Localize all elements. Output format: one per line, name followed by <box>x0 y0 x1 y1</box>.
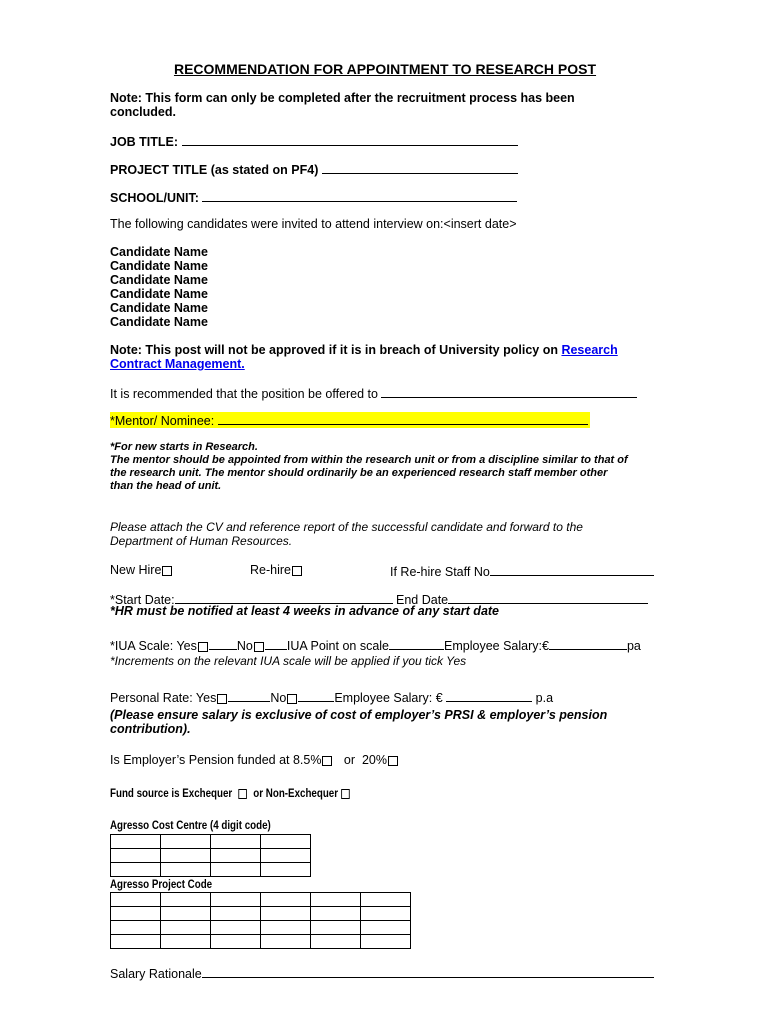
end-date-label: End Date <box>396 593 449 607</box>
staff-no-input-line[interactable] <box>490 563 654 576</box>
salary-note-line1: (Please ensure salary is exclusive of cost of employer’s PRSI & employer’s pension <box>110 708 608 722</box>
salary-rationale-label: Salary Rationale <box>110 967 202 981</box>
staff-no-field[interactable] <box>390 563 654 579</box>
school-unit-field[interactable] <box>110 189 517 205</box>
research-contract-link[interactable]: Research <box>561 343 618 357</box>
project-code-cell[interactable] <box>261 921 311 935</box>
personal-rate-no-checkbox[interactable] <box>287 694 297 704</box>
new-hire-option[interactable] <box>110 563 173 577</box>
policy-note-line2 <box>110 357 245 371</box>
agresso-project-code-label: Agresso Project Code <box>110 879 213 891</box>
completion-note-line2: concluded. <box>110 105 176 119</box>
cost-centre-cell[interactable] <box>161 849 211 863</box>
mentor-input-line[interactable] <box>218 412 588 425</box>
iua-pa-label: pa <box>626 639 641 653</box>
re-hire-label: Re-hire <box>250 563 291 577</box>
project-code-cell[interactable] <box>361 935 411 949</box>
candidate-name[interactable]: Candidate Name <box>110 315 208 329</box>
mentor-note-line1: *For new starts in Research. <box>110 441 258 453</box>
candidate-name[interactable]: Candidate Name <box>110 273 208 287</box>
staff-no-label: If Re-hire Staff No <box>390 565 490 579</box>
personal-rate-row[interactable] <box>110 689 553 705</box>
cost-centre-cell[interactable] <box>211 863 261 877</box>
iua-scale-row[interactable] <box>110 637 641 653</box>
mentor-field[interactable] <box>110 412 590 428</box>
cost-centre-cell[interactable] <box>161 863 211 877</box>
pension-20-checkbox[interactable] <box>388 756 398 766</box>
personal-rate-no-label: No <box>270 691 287 705</box>
school-unit-input-line[interactable] <box>202 189 517 202</box>
recommended-label: It is recommended that the position be offered to <box>110 387 378 401</box>
iua-point-label: IUA Point on scale <box>286 639 390 653</box>
end-date-input-line[interactable] <box>448 591 648 604</box>
project-code-cell[interactable] <box>211 907 261 921</box>
research-contract-link-continued[interactable]: Contract Management. <box>110 357 245 371</box>
cost-centre-cell[interactable] <box>111 835 161 849</box>
project-code-cell[interactable] <box>111 907 161 921</box>
job-title-field[interactable] <box>110 133 518 149</box>
cost-centre-cell[interactable] <box>261 863 311 877</box>
recommended-input-line[interactable] <box>381 385 637 398</box>
project-code-cell[interactable] <box>261 935 311 949</box>
iua-increment-note: *Increments on the relevant IUA scale will be applied if you tick Yes <box>110 654 467 668</box>
cost-centre-cell[interactable] <box>211 835 261 849</box>
cost-centre-cell[interactable] <box>261 849 311 863</box>
pension-label: Is Employer’s Pension funded at 8.5% <box>110 753 322 767</box>
candidate-name[interactable]: Candidate Name <box>110 301 208 315</box>
mentor-note-line2: The mentor should be appointed from within the research unit or from a discipline similar to that of <box>110 454 628 466</box>
attach-instructions-line1: Please attach the CV and reference report of the successful candidate and forward to the <box>110 520 583 534</box>
project-code-cell[interactable] <box>361 893 411 907</box>
pension-or-label: or <box>343 753 356 767</box>
re-hire-checkbox[interactable] <box>292 566 302 576</box>
re-hire-option[interactable] <box>250 563 303 577</box>
candidate-name[interactable]: Candidate Name <box>110 245 208 259</box>
personal-pa-label: p.a <box>535 691 554 705</box>
iua-no-line[interactable] <box>265 637 287 650</box>
pension-85-checkbox[interactable] <box>322 756 332 766</box>
project-code-cell[interactable] <box>161 935 211 949</box>
personal-salary-label: Employee Salary: € <box>334 691 443 705</box>
project-code-cell[interactable] <box>211 935 261 949</box>
salary-rationale-field[interactable] <box>110 965 654 981</box>
project-code-cell[interactable] <box>161 907 211 921</box>
project-code-cell[interactable] <box>261 907 311 921</box>
cost-centre-cell[interactable] <box>111 863 161 877</box>
personal-rate-yes-line[interactable] <box>228 689 270 702</box>
new-hire-label: New Hire <box>110 563 162 577</box>
page-title: RECOMMENDATION FOR APPOINTMENT TO RESEARCH POST <box>173 61 597 77</box>
project-code-cell[interactable] <box>261 893 311 907</box>
personal-rate-no-line[interactable] <box>298 689 334 702</box>
project-code-cell[interactable] <box>211 893 261 907</box>
candidate-name[interactable]: Candidate Name <box>110 259 208 273</box>
exchequer-checkbox[interactable] <box>239 789 248 799</box>
iua-yes-checkbox[interactable] <box>198 642 208 652</box>
mentor-label: *Mentor/ Nominee: <box>110 414 215 428</box>
project-title-input-line[interactable] <box>322 161 518 174</box>
iua-salary-label: Employee Salary:€ <box>444 639 549 653</box>
policy-note-text: Note: This post will not be approved if it is in breach of University policy on <box>110 343 558 357</box>
iua-scale-label: *IUA Scale: Yes <box>110 639 197 653</box>
mentor-note-line3: the research unit. The mentor should ordinarily be an experienced research staff member other <box>110 467 608 479</box>
fund-source-label: Fund source is Exchequer <box>110 788 233 800</box>
iua-no-checkbox[interactable] <box>254 642 264 652</box>
cost-centre-cell[interactable] <box>161 835 211 849</box>
job-title-input-line[interactable] <box>182 133 518 146</box>
personal-rate-yes-checkbox[interactable] <box>217 694 227 704</box>
salary-rationale-input-line[interactable] <box>202 965 654 978</box>
project-code-cell[interactable] <box>161 921 211 935</box>
attach-instructions-line2: Department of Human Resources. <box>110 534 293 548</box>
school-unit-label: SCHOOL/UNIT: <box>110 191 199 205</box>
pension-20-label: 20% <box>361 753 387 767</box>
start-date-input-line[interactable] <box>175 591 393 604</box>
non-exchequer-checkbox[interactable] <box>342 789 351 799</box>
fund-or-label: or <box>253 788 264 800</box>
candidate-name[interactable]: Candidate Name <box>110 287 208 301</box>
project-code-cell[interactable] <box>211 921 261 935</box>
cost-centre-cell[interactable] <box>211 849 261 863</box>
project-code-cell[interactable] <box>111 893 161 907</box>
project-code-cell[interactable] <box>311 907 361 921</box>
project-code-cell[interactable] <box>111 921 161 935</box>
project-title-field[interactable] <box>110 161 518 177</box>
project-code-cell[interactable] <box>161 893 211 907</box>
non-exchequer-label: Non-Exchequer <box>265 788 339 800</box>
project-code-cell[interactable] <box>361 907 411 921</box>
project-code-cell[interactable] <box>311 921 361 935</box>
agresso-cost-centre-grid <box>110 834 311 877</box>
policy-note-line1 <box>110 343 618 357</box>
iua-yes-line[interactable] <box>209 637 237 650</box>
project-code-cell[interactable] <box>361 921 411 935</box>
cost-centre-cell[interactable] <box>111 849 161 863</box>
project-code-cell[interactable] <box>311 935 361 949</box>
project-code-cell[interactable] <box>311 893 361 907</box>
agresso-project-code-grid <box>110 892 411 949</box>
start-date-label: *Start Date: <box>110 593 175 607</box>
personal-salary-input-line[interactable] <box>446 689 532 702</box>
interview-statement: The following candidates were invited to attend interview on:<insert date> <box>110 217 517 231</box>
mentor-note-line4: than the head of unit. <box>110 480 222 492</box>
agresso-cost-centre-label: Agresso Cost Centre (4 digit code) <box>110 820 271 832</box>
iua-salary-input-line[interactable] <box>549 637 627 650</box>
recommended-field[interactable] <box>110 385 637 401</box>
hr-notice: *HR must be notified at least 4 weeks in advance of any start date <box>110 604 500 618</box>
iua-point-input-line[interactable] <box>389 637 444 650</box>
new-hire-checkbox[interactable] <box>162 566 172 576</box>
personal-rate-label: Personal Rate: Yes <box>110 691 217 705</box>
project-code-cell[interactable] <box>111 935 161 949</box>
fund-source-row[interactable] <box>110 788 351 800</box>
cost-centre-cell[interactable] <box>261 835 311 849</box>
completion-note-line1: Note: This form can only be completed after the recruitment process has been <box>110 91 575 105</box>
project-title-label: PROJECT TITLE (as stated on PF4) <box>110 163 319 177</box>
iua-no-label: No <box>236 639 253 653</box>
pension-row[interactable] <box>110 753 399 767</box>
salary-note-line2: contribution). <box>110 722 191 736</box>
job-title-label: JOB TITLE: <box>110 135 179 149</box>
